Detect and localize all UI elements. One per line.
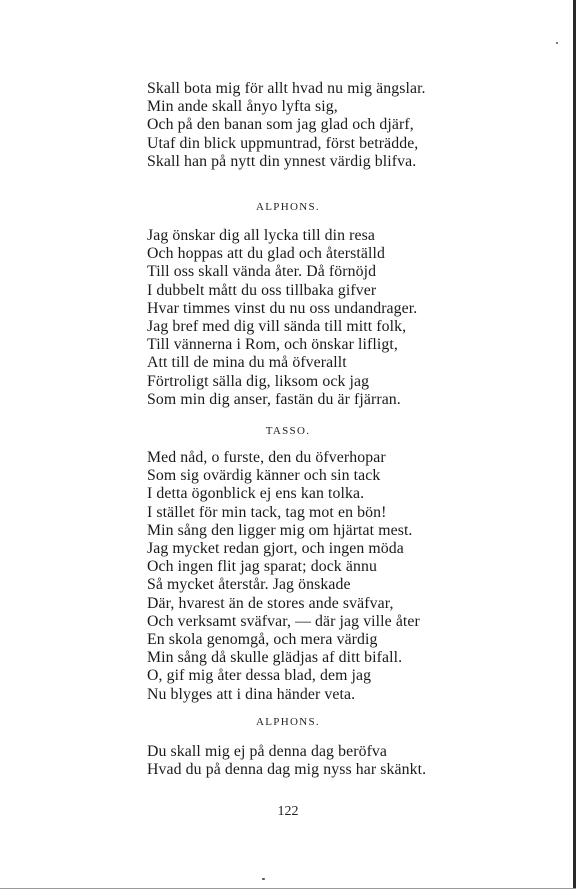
- verse-line: Där, hvarest än de stores ande sväfvar,: [147, 594, 394, 612]
- verse-line: Med nåd, o furste, den du öfverhopar: [147, 449, 386, 466]
- verse-line: Till oss skall vända åter. Då förnöjd: [147, 263, 377, 281]
- verse-line: Att till de mina du må öfverallt: [147, 354, 347, 372]
- verse-line: Förtroligt sälla dig, liksom ock jag: [147, 372, 370, 390]
- paper-speck: [556, 42, 558, 44]
- verse-line: Och ingen flit jag sparat; dock ännu: [147, 558, 377, 576]
- verse-line: Så mycket återstår. Jag önskade: [147, 576, 351, 594]
- verse-line: Och på den banan som jag glad och djärf,: [147, 116, 414, 134]
- verse-line: Skall bota mig för allt hvad nu mig ängslar.: [147, 80, 426, 97]
- speaker-heading: ALPHONS.: [256, 201, 320, 213]
- verse-line: Och verksamt sväfvar, — där jag ville åter: [147, 612, 420, 630]
- verse-line: I detta ögonblick ej ens kan tolka.: [147, 485, 365, 503]
- verse-line: Jag bref med dig vill sända till mitt folk,: [147, 318, 407, 336]
- verse-line: O, gif mig åter dessa blad, dem jag: [147, 667, 372, 685]
- verse-line: En skola genomgå, och mera värdig: [147, 631, 378, 649]
- verse-line: Hvar timmes vinst du nu oss undandrager.: [147, 299, 418, 317]
- verse-line: Utaf din blick uppmuntrad, först beträdde,: [147, 134, 419, 152]
- verse-block: [147, 449, 492, 704]
- verse-line: Hvad du på denna dag mig nyss har skänkt.: [147, 761, 427, 779]
- verse-line: Jag mycket redan gjort, och ingen möda: [147, 540, 404, 558]
- verse-line: Jag önskar dig all lycka till din resa: [147, 227, 375, 244]
- verse-line: Skall han på nytt din ynnest värdig blifva.: [147, 152, 417, 170]
- speaker-heading: ALPHONS.: [256, 716, 320, 728]
- verse-block: [147, 80, 492, 171]
- paper-speck: [262, 878, 265, 880]
- verse-block: [147, 743, 492, 779]
- verse-line: Min sång då skulle glädjas af ditt bifall.: [147, 649, 403, 667]
- verse-line: I stället för min tack, tag mot en bön!: [147, 503, 387, 521]
- verse-line: Nu blyges att i dina händer veta.: [147, 685, 356, 703]
- verse-line: Min sång den ligger mig om hjärtat mest.: [147, 521, 413, 539]
- verse-block: [147, 227, 492, 409]
- verse-line: Som sig ovärdig känner och sin tack: [147, 467, 381, 485]
- page-number: 122: [277, 804, 299, 819]
- verse-line: Min ande skall ånyo lyfta sig,: [147, 98, 338, 116]
- speaker-heading: TASSO.: [265, 425, 311, 437]
- verse-line: Du skall mig ej på denna dag beröfva: [147, 743, 388, 760]
- verse-line: Och hoppas att du glad och återställd: [147, 245, 385, 263]
- verse-line: I dubbelt mått du oss tillbaka gifver: [147, 281, 377, 299]
- verse-line: Till vännerna i Rom, och önskar lifligt,: [147, 336, 398, 354]
- verse-line: Som min dig anser, fastän du är fjärran.: [147, 390, 401, 408]
